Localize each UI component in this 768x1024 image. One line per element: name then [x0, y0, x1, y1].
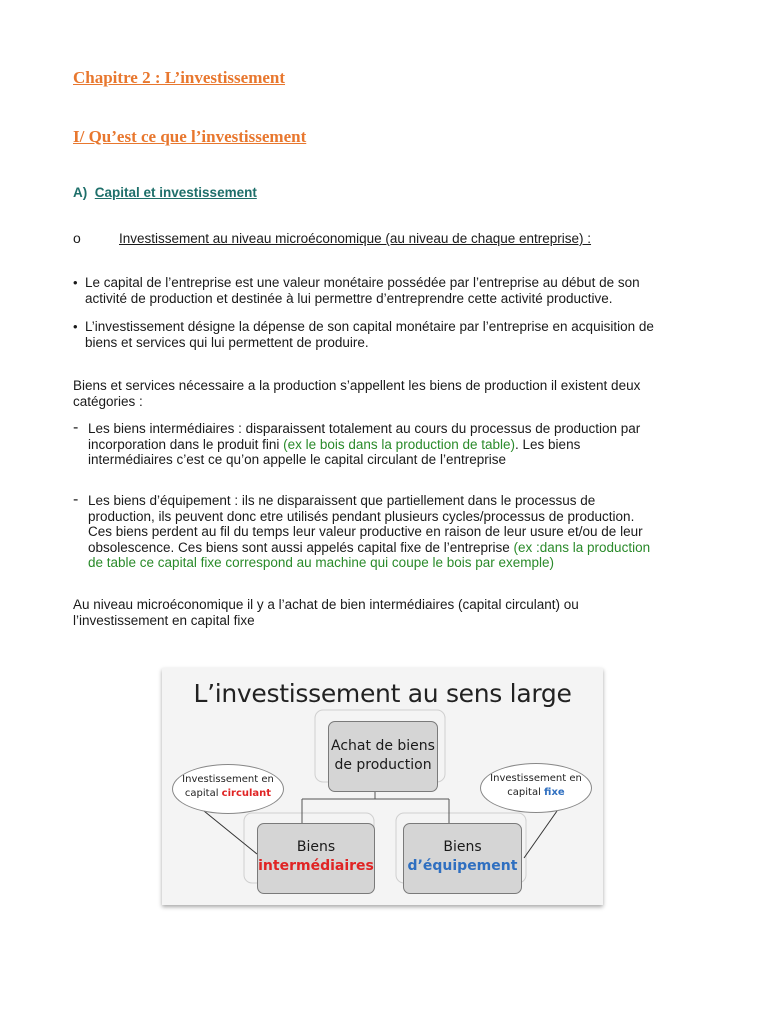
- example-text: de table ce capital fixe correspond au machine qui coupe le bois par exemple): [88, 555, 555, 570]
- dash-line: Ces biens perdent au fil du temps leur valeur productive en raison de leur usure et/ou de leur: [88, 524, 643, 539]
- dash-line: [73, 437, 723, 453]
- bubble-line: Investissement en: [182, 774, 274, 785]
- box-line: Biens: [443, 839, 482, 855]
- paragraph-line: Au niveau microéconomique il y a l’achat de bien intermédiaires (capital circulant) ou: [73, 597, 579, 612]
- circle-bullet: o: [73, 230, 81, 246]
- bullet-line: Le capital de l’entreprise est une valeur monétaire possédée par l’entreprise au début de son: [85, 275, 640, 290]
- intermediate-goods-box: [257, 823, 375, 894]
- section-title: I/ Qu’est ce que l’investissement: [73, 127, 307, 146]
- subsection-heading: [73, 185, 257, 200]
- text-span: capital: [184, 788, 222, 799]
- bubble-line: [173, 787, 283, 801]
- box-line: Achat de biens: [331, 738, 435, 754]
- box-line: de production: [334, 757, 432, 773]
- box-line: intermédiaires: [258, 858, 374, 874]
- list-item: [73, 493, 723, 571]
- dash-line: production, ils peuvent donc etre utilisés pendant plusieurs cycles/processus de production.: [88, 508, 635, 524]
- dash-marker: -: [73, 419, 79, 436]
- paragraph-line: catégories :: [73, 393, 143, 409]
- micro-heading-text: Investissement au niveau microéconomique (au niveau de chaque entreprise) :: [119, 231, 592, 246]
- dash-line: Les biens intermédiaires : disparaissent totalement au cours du processus de production par: [88, 421, 641, 436]
- example-text: (ex :dans la production: [513, 539, 651, 555]
- bullet-marker: •: [73, 319, 78, 334]
- bullet-line: biens et services qui lui permettent de produire.: [85, 334, 369, 350]
- equipment-goods-box: [403, 823, 522, 894]
- text-span: . Les biens: [515, 436, 581, 452]
- bullet-line: L’investissement désigne la dépense de son capital monétaire par l’entreprise en acquisition de: [85, 319, 654, 334]
- list-item: [73, 421, 723, 468]
- bubble-line: Investissement en: [490, 773, 582, 784]
- bubble-line: [481, 786, 591, 800]
- chapter-title: Chapitre 2 : L’investissement: [73, 68, 286, 87]
- dash-line: [73, 540, 723, 556]
- paragraph-line: l’investissement en capital fixe: [73, 612, 255, 628]
- box-line: d’équipement: [407, 858, 518, 874]
- dash-line: Les biens d’équipement : ils ne disparaissent que partiellement dans le processus de: [88, 493, 596, 508]
- subsection-marker: A): [73, 185, 88, 200]
- diagram-title: L’investissement au sens large: [193, 679, 572, 708]
- top-box: [328, 721, 438, 792]
- example-text: (ex le bois dans la production de table): [283, 436, 516, 452]
- dash-line: intermédiaires c’est ce qu’on appelle le capital circulant de l’entreprise: [88, 452, 506, 467]
- box-line: Biens: [296, 839, 336, 855]
- conclusion-paragraph: [73, 597, 713, 628]
- highlight-word: circulant: [221, 788, 272, 799]
- bullet-marker: •: [73, 275, 78, 290]
- paragraph-line: Biens et services nécessaire a la production s’appellent les biens de production il existent deux: [73, 378, 641, 393]
- text-span: incorporation dans le produit fini: [88, 436, 284, 452]
- dash-marker: -: [73, 491, 79, 508]
- subsection-title: Capital et investissement: [94, 185, 257, 200]
- bullet-line: activité de production et destinée à lui permettre d’entreprendre cette activité productive.: [85, 290, 613, 306]
- intro-paragraph: [73, 378, 713, 409]
- text-span: capital: [507, 787, 545, 798]
- circulating-capital-bubble: [172, 764, 284, 814]
- investment-diagram: [162, 668, 603, 905]
- text-span: obsolescence. Ces biens sont aussi appelés capital fixe de l’entreprise: [88, 539, 514, 555]
- list-item: [73, 319, 713, 350]
- list-item: [73, 275, 713, 306]
- highlight-word: fixe: [544, 787, 565, 798]
- fixed-capital-bubble: [480, 763, 592, 813]
